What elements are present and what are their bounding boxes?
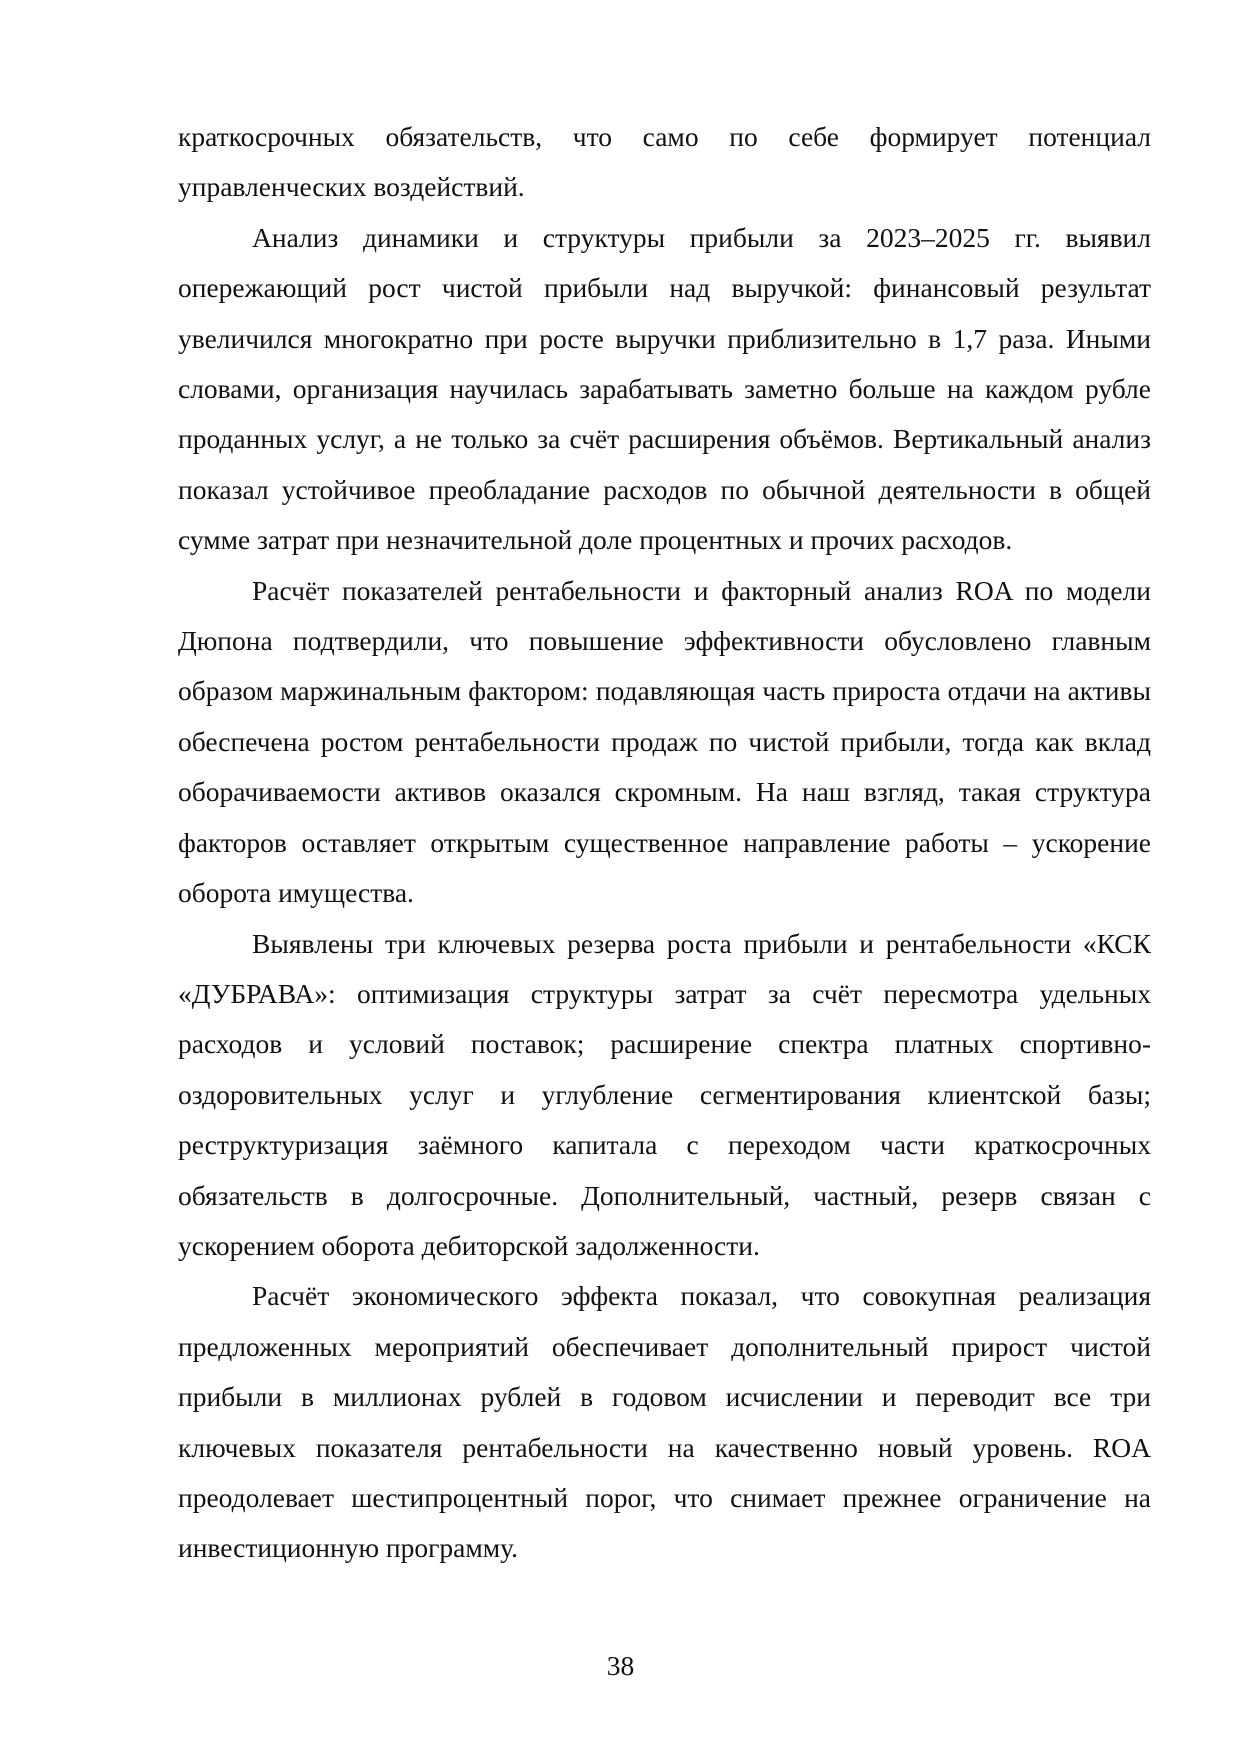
paragraph-profit-dynamics: Анализ динамики и структуры прибыли за 2023–2025 гг. выявил опережающий рост чистой прибыли над выручкой: финансовый результат увеличился многократно при росте выручки приблизительно в 1,7 раза. Иными словами, организация научилась зарабатывать заметно больше на каждом рубле проданных услуг, а не только за счёт расширения объёмов. Вертикальный анализ показал устойчивое преобладание расходов по обычной деятельности в общей сумме затрат при незначительной доле процентных и прочих расходов. — [178, 221, 1151, 556]
body-text — [178, 112, 1151, 1574]
paragraph-profitability-dupont: Расчёт показателей рентабельности и факторный анализ ROA по модели Дюпона подтвердили, что повышение эффективности обусловлено главным образом маржинальным фактором: подавляющая часть прироста отдачи на активы обеспечена ростом рентабельности продаж по чистой прибыли, тогда как вклад оборачиваемости активов оказался скромным. На наш взгляд, такая структура факторов оставляет открытым существенное направление работы – ускорение оборота имущества. — [178, 574, 1151, 909]
paragraph-growth-reserves: Выявлены три ключевых резерва роста прибыли и рентабельности «КСК «ДУБРАВА»: оптимизация структуры затрат за счёт пересмотра удельных расходов и условий поставок; расширение спектра платных спортивно-оздоровительных услуг и углубление сегментирования клиентской базы; реструктуризация заёмного капитала с переходом части краткосрочных обязательств в долгосрочные. Дополнительный, частный, резерв связан с ускорением оборота дебиторской задолженности. — [178, 927, 1151, 1261]
paragraph-economic-effect: Расчёт экономического эффекта показал, что совокупная реализация предложенных мероприятий обеспечивает дополнительный прирост чистой прибыли в миллионах рублей в годовом исчислении и переводит все три ключевых показателя рентабельности на качественно новый уровень. ROA преодолевает шестипроцентный порог, что снимает прежнее ограничение на инвестиционную программу. — [178, 1280, 1151, 1564]
page-number: 38 — [606, 1650, 635, 1681]
paragraph-continuation: краткосрочных обязательств, что само по себе формирует потенциал управленческих воздействий. — [178, 121, 1151, 203]
